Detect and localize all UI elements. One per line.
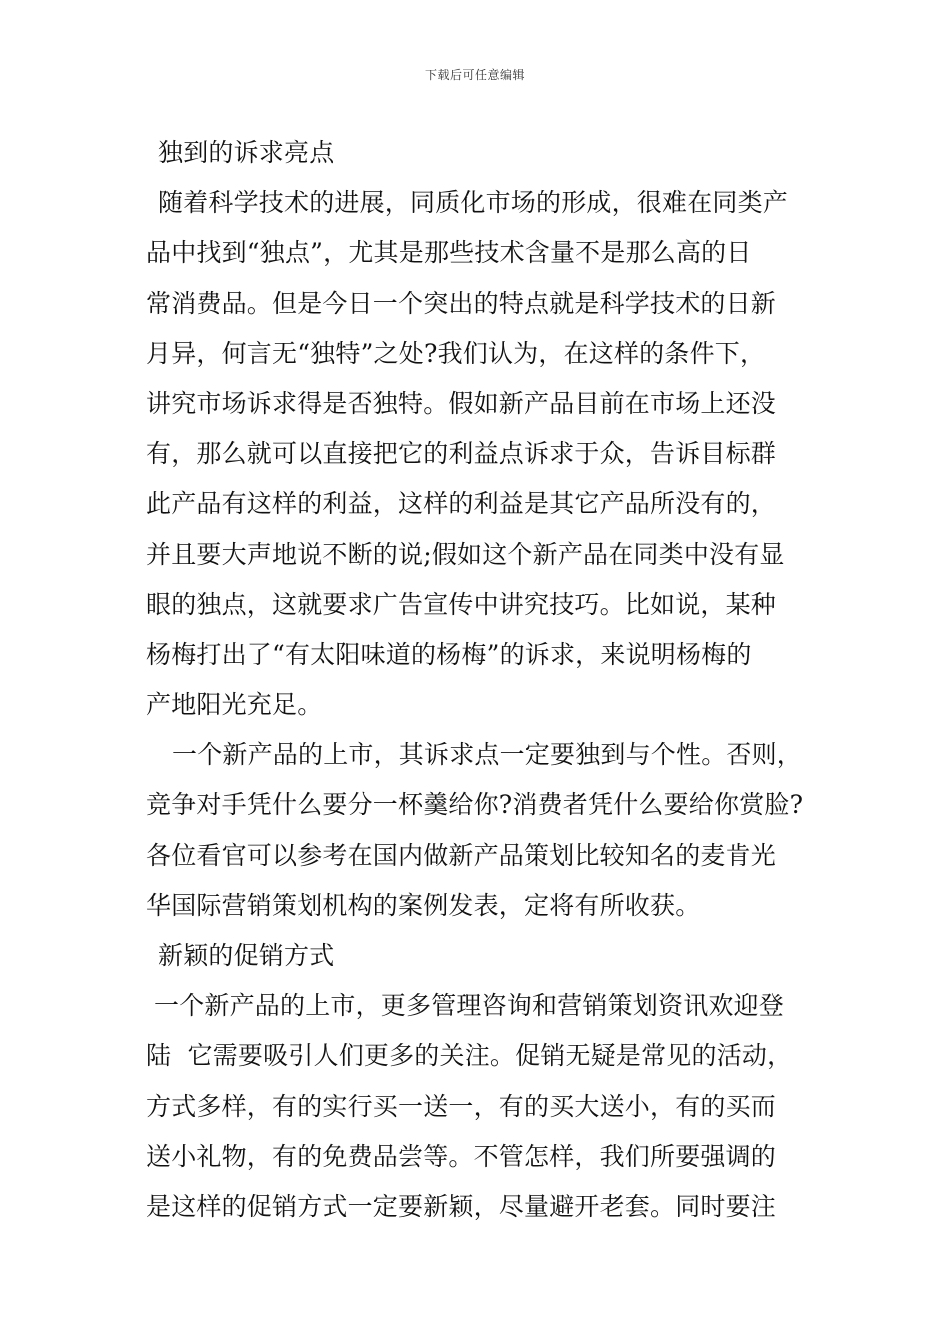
paragraph [146,178,826,730]
text-line: 随着科学技术的进展，同质化市场的形成，很难在同类产 [158,188,789,218]
text-line: 产地阳光充足。 [146,690,323,720]
page-header-note: 下载后可任意编辑 [424,68,525,82]
paragraph [146,981,826,1232]
text-line: 并且要大声地说不断的说;假如这个新产品在同类中没有显 [146,539,785,569]
text-line: 月异，何言无“独特”之处?我们认为，在这样的条件下， [146,338,766,368]
text-line: 讲究市场诉求得是否独特。假如新产品目前在市场上还没 [146,388,777,418]
text-line: 一个新产品的上市，更多管理咨询和营销策划资讯欢迎登 [154,991,785,1021]
section-heading: 新颖的促销方式 [158,941,335,970]
text-line: 各位看官可以参考在国内做新产品策划比较知名的麦肯光 [146,840,777,870]
text-line: 品中找到“独点”，尤其是那些技术含量不是那么高的日 [146,238,752,268]
text-line: 华国际营销策划机构的案例发表，定将有所收获。 [146,890,701,920]
text-line: 是这样的促销方式一定要新颖，尽量避开老套。同时要注 [146,1191,777,1221]
text-line: 此产品有这样的利益，这样的利益是其它产品所没有的， [146,489,777,519]
text-line: 杨梅打出了“有太阳味道的杨梅”的诉求，来说明杨梅的 [146,639,752,669]
text-line: 眼的独点，这就要求广告宣传中讲究技巧。比如说，某种 [146,589,777,619]
text-line: 竞争对手凭什么要分一杯羹给你?消费者凭什么要给你赏脸? [146,790,804,820]
text-line: 常消费品。但是今日一个突出的特点就是科学技术的日新 [146,288,777,318]
section-heading: 独到的诉求亮点 [158,138,335,167]
text-line: 方式多样，有的实行买一送一，有的买大送小，有的买而 [146,1091,777,1121]
paragraph [146,730,826,931]
text-line: 有，那么就可以直接把它的利益点诉求于众，告诉目标群 [146,439,777,469]
text-line: 送小礼物，有的免费品尝等。不管怎样，我们所要强调的 [146,1141,777,1171]
text-line: 一个新产品的上市，其诉求点一定要独到与个性。否则， [172,740,803,770]
document-body [146,128,826,1232]
text-line: 陆 它需要吸引人们更多的关注。促销无疑是常见的活动， [146,1041,793,1071]
